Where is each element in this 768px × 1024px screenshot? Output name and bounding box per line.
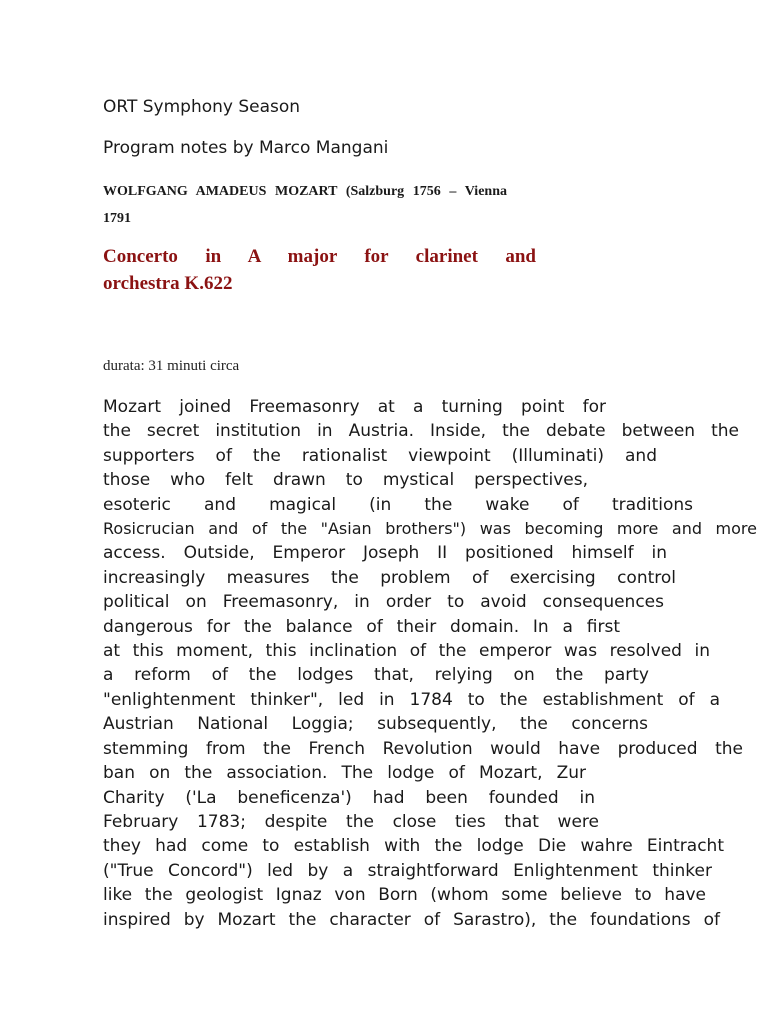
body-line: those who felt drawn to mystical perspectives, xyxy=(103,470,588,491)
composer-heading xyxy=(103,178,507,232)
body-text xyxy=(103,395,757,932)
composer-line-2: 1791 xyxy=(103,211,131,226)
duration-text: durata: 31 minuti circa xyxy=(103,358,240,374)
work-title-line-1: Concerto in A major for clarinet and xyxy=(103,246,536,267)
body-line: Rosicrucian and of the "Asian brothers") was becoming more and more xyxy=(103,519,757,539)
body-line: Mozart joined Freemasonry at a turning point for xyxy=(103,397,606,417)
body-line: a reform of the lodges that, relying on the party xyxy=(103,665,649,686)
composer-line-1: WOLFGANG AMADEUS MOZART (Salzburg 1756 – Vienna xyxy=(103,184,507,199)
body-line: increasingly measures the problem of exercising control xyxy=(103,567,676,588)
body-line: they had come to establish with the lodge Die wahre Eintracht xyxy=(103,836,724,857)
body-line: February 1783; despite the close ties that were xyxy=(103,811,599,832)
body-line: "enlightenment thinker", led in 1784 to the establishment of a xyxy=(103,689,720,710)
body-line: dangerous for the balance of their domain. In a first xyxy=(103,616,620,637)
body-line: political on Freemasonry, in order to avoid consequences xyxy=(103,592,664,613)
body-line: ("True Concord") led by a straightforward Enlightenment thinker xyxy=(103,860,712,881)
work-title-line-2: orchestra K.622 xyxy=(103,273,233,294)
body-line: inspired by Mozart the character of Sarastro), the foundations of xyxy=(103,909,720,930)
season-heading: ORT Symphony Season xyxy=(103,97,301,117)
body-line: ban on the association. The lodge of Mozart, Zur xyxy=(103,763,586,784)
body-line: stemming from the French Revolution would have produced the xyxy=(103,738,743,759)
body-line: the secret institution in Austria. Inside, the debate between the xyxy=(103,421,739,442)
body-line: esoteric and magical (in the wake of traditions xyxy=(103,494,693,515)
body-line: at this moment, this inclination of the emperor was resolved in xyxy=(103,641,710,662)
body-line: supporters of the rationalist viewpoint (Illuminati) and xyxy=(103,445,657,466)
body-line: Charity ('La beneficenza') had been founded in xyxy=(103,787,595,808)
body-line: Austrian National Loggia; subsequently, the concerns xyxy=(103,714,648,735)
program-notes-author: Program notes by Marco Mangani xyxy=(103,138,389,158)
work-title xyxy=(103,243,536,297)
body-line: access. Outside, Emperor Joseph II positioned himself in xyxy=(103,543,667,564)
body-line: like the geologist Ignaz von Born (whom some believe to have xyxy=(103,885,706,906)
